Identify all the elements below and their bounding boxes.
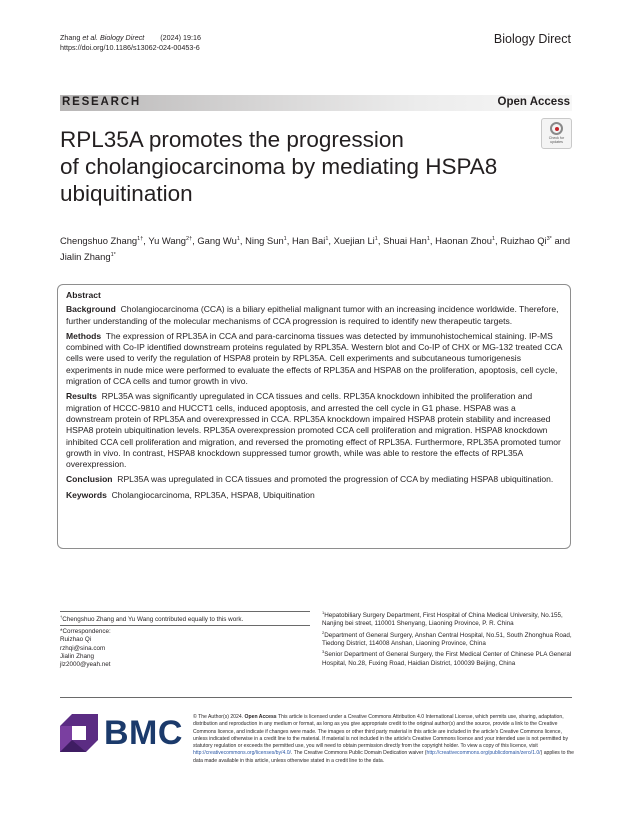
section-label: Keywords xyxy=(66,489,107,500)
affiliation-text: Hepatobiliary Surgery Department, First Hospital of China Medical University, No.155, Nanjing bei street, 110001 Shenyang, Liaoning Province, P. R. China xyxy=(322,612,563,628)
correspondence-block xyxy=(60,628,310,669)
open-access-label: Open Access xyxy=(497,96,570,108)
doi-link[interactable]: https://doi.org/10.1186/s13062-024-00453-6 xyxy=(60,43,200,52)
abstract-results xyxy=(66,391,564,470)
citation-year: (2024) 19:16 xyxy=(144,33,202,42)
license-lead: © The Author(s) 2024. xyxy=(193,714,244,720)
section-text: RPL35A was significantly upregulated in CCA tissues and cells. RPL35A knockdown inhibited the proliferation and migration of HCCC-9810 and HUCCT1 cells, induced apoptosis, and arrested the cell cycle in G1 phase. HSPA8 was a downstream protein of RPL35A and overexpressed in CCA. RPL35A knockdown impaired HSPA8 protein stability and increased HSPA8 protein ubiquitination levels. RPL35A overexpression promoted CCA cell proliferation and migration. HSPA8 knockdown inhibited CCA cell proliferation and migration, and reversed the promoting effect of RPL35A. Furthermore, RPL35A promoted tumor growth in vivo. In contrast, HSPA8 knockdown suppressed tumor growth, while was able to restore the effects of RPL35A overexpression. xyxy=(66,391,561,470)
author-joiner: and xyxy=(554,235,571,247)
author-name[interactable]: Ning Sun xyxy=(245,235,284,247)
correspondence-label: *Correspondence: xyxy=(60,628,111,635)
article-citation-header xyxy=(60,33,201,53)
footnote-rule xyxy=(60,611,310,612)
affiliation-1 xyxy=(322,609,572,629)
author-name[interactable]: Ruizhao Qi xyxy=(500,235,547,247)
section-label: Conclusion xyxy=(66,474,113,485)
author-affiliation-marker: 1 xyxy=(374,236,378,242)
author-list: Chengshuo Zhang$^{1\dagger}$, Yu Wang$^{2\dagger}$, Gang Wu$^1$, Ning Sun$^1$, Han Bai$^1$, Xuejian Li$^1$, Shuai Han$^1$, Haonan Zhou$^1$, Ruizhao $Qi^{3*}$ and Jialin Zhang$^{1*}$ xyxy=(60,235,571,263)
affiliation-text: Department of General Surgery, Anshan Central Hospital, No.51, South Zhonghua Road, Tiedong District, 114008 Anshan, Liaoning Province, China xyxy=(322,631,572,648)
abstract-conclusion xyxy=(66,474,564,485)
author-affiliation-marker: 1 xyxy=(283,236,287,242)
author-affiliation-marker: 1 xyxy=(236,236,240,242)
license-link[interactable]: http://creativecommons.org/publicdomain/zero/1.0/ xyxy=(426,750,541,757)
article-title xyxy=(60,126,520,207)
correspondent-email[interactable]: rzhqi@sina.com xyxy=(60,644,106,652)
affiliation-number: 1 xyxy=(322,610,325,615)
section-text: RPL35A was upregulated in CCA tissues and promoted the progression of CCA by mediating HSPA8 ubiquitination. xyxy=(117,474,554,485)
check-for-updates-label: Check for updates xyxy=(548,136,565,144)
update-ring-icon xyxy=(550,122,563,135)
author-name[interactable]: Jialin Zhang xyxy=(60,251,111,263)
title-line: ubiquitination xyxy=(60,181,193,206)
author-affiliation-marker: 1* xyxy=(110,252,116,259)
equal-contribution-note xyxy=(60,613,310,624)
affiliation-text: Senior Department of General Surgery, the First Medical Center of Chinese PLA General Hospital, No.28, Fuxing Road, Haidian District, 100039 Beijing, China xyxy=(322,651,572,667)
license-statement xyxy=(193,714,575,765)
correspondent-name: Jialin Zhang xyxy=(60,652,94,660)
section-text: Cholangiocarcinoma, RPL35A, HSPA8, Ubiquitination xyxy=(111,489,315,500)
author-name[interactable]: Han Bai xyxy=(291,235,326,247)
author-affiliation-marker: 1 xyxy=(491,236,496,242)
section-text: The expression of RPL35A in CCA and para-carcinoma tissues was detected by immunohistochemical staining. IP-MS combined with Co-IP identified downstream proteins regulated by RPL35A. Western blot and Co-IP of CHX or MG-132 treated CCA cells were used to verify the regulation of HSPA8 protein by RPL35A. Cell experiments and subcutaneous tumorigenesis experiments in nude mice were performed to evaluate the effects of RPL35A and HSPA8 on the proliferation, apoptosis, cell cycle, migration of CCA cells and tumor growth in vivo. xyxy=(66,330,562,387)
abstract-background xyxy=(66,304,564,327)
footnote-rule xyxy=(60,625,310,626)
affiliations xyxy=(322,609,572,668)
author-affiliation-marker: 2† xyxy=(186,236,193,242)
author-affiliation-marker: 3* xyxy=(546,236,552,242)
bmc-logo-text: BMC xyxy=(104,713,183,752)
author-name[interactable]: Chengshuo Zhang xyxy=(60,235,138,247)
author-name[interactable]: Haonan Zhou xyxy=(435,235,492,247)
section-label: Results xyxy=(66,391,97,402)
license-body: This article is licensed under a Creative Commons Attribution 4.0 International License, which permits use, sharing, adaptation, distribution and reproduction in any medium or format, as long as you give appropriate credit to the original author(s) and the source, provide a link to the Creative Commons licence, and indicate if changes were made. The images or other third party material in this article are included in the article's Creative Commons licence, unless indicated otherwise in a credit line to the material. If material is not included in the article's Creative Commons licence and your intended use is not permitted by statutory regulation or exceeds the permitted use, you will need to obtain permission directly from the copyright holder. To view a copy of this licence, visit xyxy=(193,714,568,750)
bmc-logo-mark-icon xyxy=(60,714,98,752)
equal-contribution-text: Chengshuo Zhang and Yu Wang contributed equally to this work. xyxy=(62,616,244,624)
affiliation-2 xyxy=(322,629,572,649)
footnote-rule xyxy=(60,697,572,698)
bmc-logo xyxy=(60,712,198,754)
abstract-methods xyxy=(66,331,564,387)
abstract-keywords xyxy=(66,490,564,501)
article-type-label: RESEARCH xyxy=(62,96,141,108)
correspondent-email[interactable]: jlz2000@yeah.net xyxy=(60,661,111,669)
citation-prefix: Zhang xyxy=(60,33,83,42)
title-line: of cholangiocarcinoma by mediating HSPA8 xyxy=(60,154,498,179)
author-name[interactable]: Gang Wu xyxy=(197,235,237,247)
affiliation-number: 3 xyxy=(322,649,325,655)
section-label: Background xyxy=(66,304,116,315)
author-name[interactable]: Xuejian Li xyxy=(333,235,375,247)
check-for-updates-badge[interactable] xyxy=(541,118,572,149)
author-name[interactable]: Shuai Han xyxy=(383,235,427,247)
license-body: ) applies to the data made available in this article, unless otherwise stated in a credit line to the data. xyxy=(193,750,575,764)
abstract-content xyxy=(66,290,564,505)
license-link[interactable]: http://creativecommons.org/licenses/by/4.0/ xyxy=(193,750,291,757)
author-affiliation-marker: 1 xyxy=(325,236,329,242)
license-body: . The Creative Commons Public Domain Dedication waiver ( xyxy=(290,750,427,757)
license-open-access: Open Access xyxy=(244,714,277,720)
correspondent-name: Ruizhao Qi xyxy=(60,636,92,644)
affiliation-number: 2 xyxy=(322,629,325,635)
dagger-symbol: † xyxy=(60,614,63,619)
section-label: Methods xyxy=(66,330,102,341)
citation-journal: et al. Biology Direct xyxy=(82,33,145,42)
author-name[interactable]: Yu Wang xyxy=(148,235,187,247)
affiliation-3 xyxy=(322,648,572,668)
abstract-heading: Abstract xyxy=(66,290,101,300)
author-affiliation-marker: 1 xyxy=(426,236,430,242)
author-affiliation-marker: 1† xyxy=(137,236,144,242)
journal-name: Biology Direct xyxy=(493,32,571,46)
section-text: Cholangiocarcinoma (CCA) is a biliary epithelial malignant tumor with an increasing incidence worldwide. Therefore, further understanding of the molecular mechanisms of CCA progression is required to identify new therapeutic targets. xyxy=(66,304,559,326)
citation-line xyxy=(60,33,201,43)
title-line: RPL35A promotes the progression xyxy=(60,127,404,152)
